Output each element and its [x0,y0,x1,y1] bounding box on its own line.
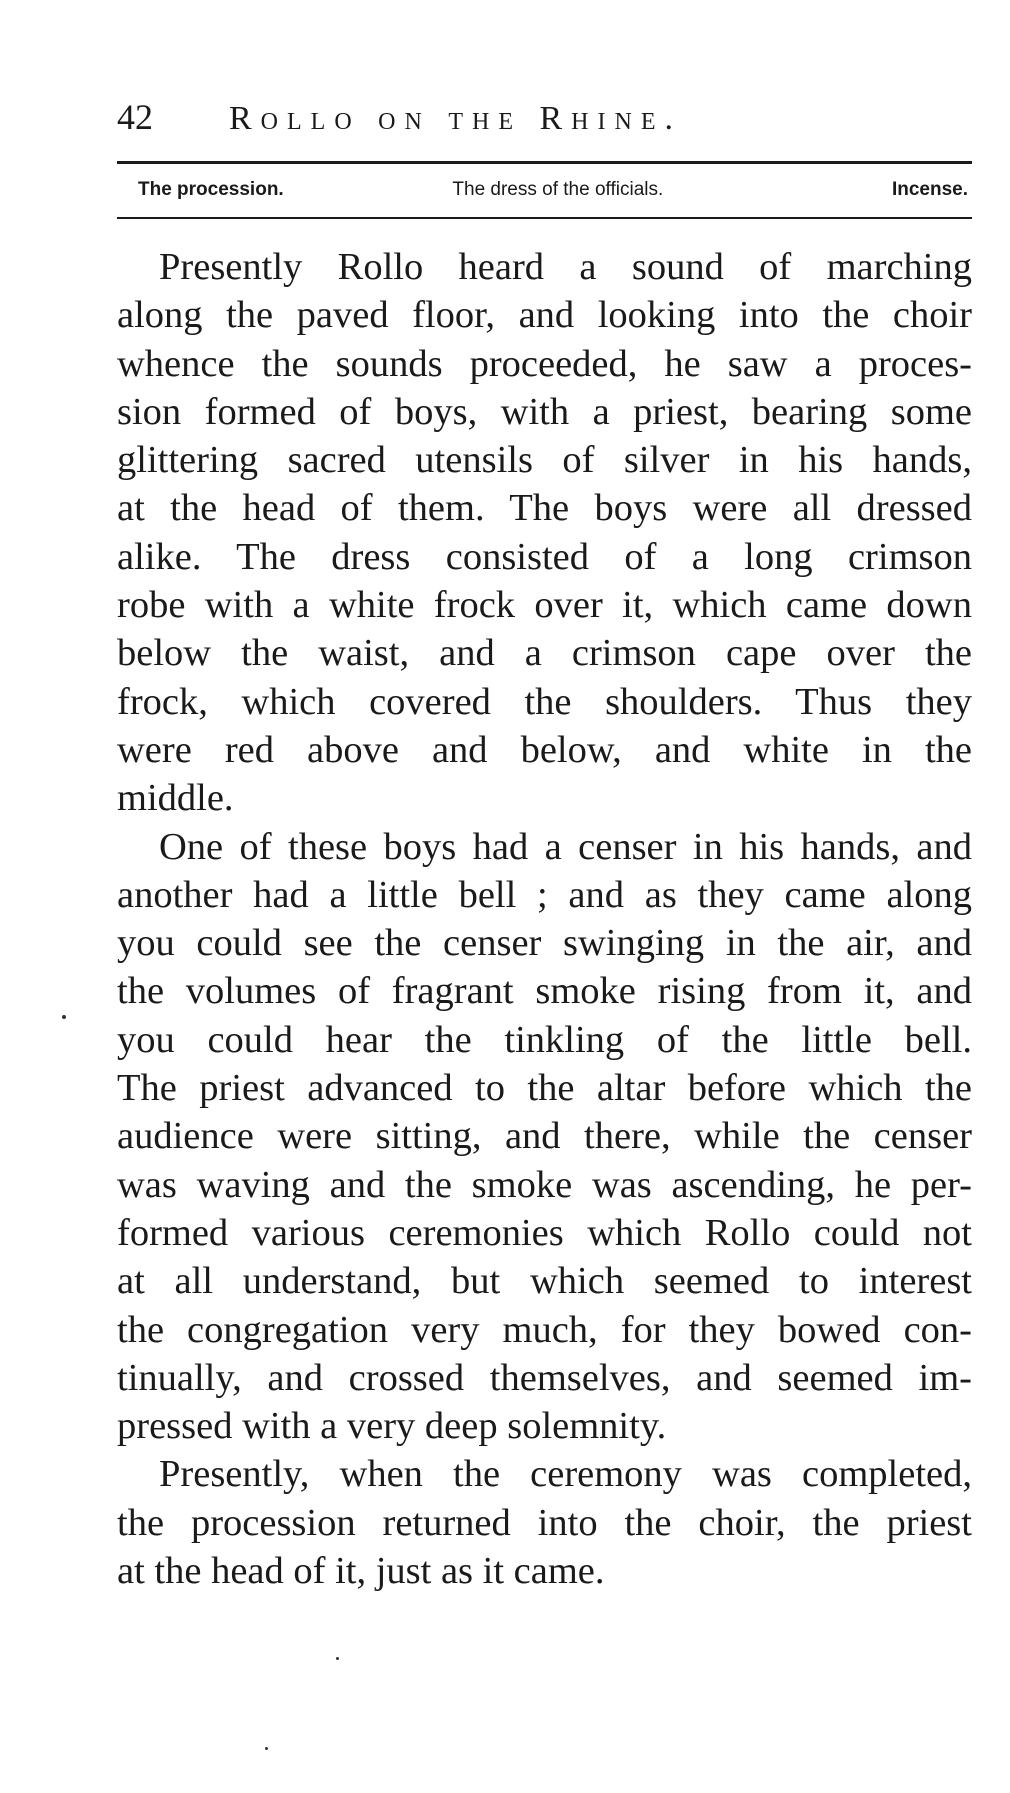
paragraph-3 [117,1450,972,1595]
text-line: The priest advanced to the altar before which the [117,1067,972,1110]
text-line: One of these boys had a censer in his hands, and [159,825,972,868]
book-title: Rollo on the Rhine. [229,100,682,137]
topic-right: Incense. [891,179,968,200]
paragraph-2 [117,823,972,1451]
topic-center: The dress of the officials. [452,179,664,200]
text-line: the volumes of fragrant smoke rising from it, and [117,970,972,1013]
header-rule-top [117,161,972,164]
text-line: Presently, when the ceremony was completed, [159,1453,972,1496]
paragraph-1 [117,243,972,823]
ink-speck [62,1015,66,1019]
header-rule-bottom [117,217,972,219]
topic-left: The procession. [138,179,284,200]
topic-headings [138,170,968,210]
ink-speck [336,1657,339,1660]
text-line: were red above and below, and white in the [117,728,972,771]
text-line: you could see the censer swinging in the air, and [117,922,972,965]
text-line: the procession returned into the choir, the priest [117,1501,972,1544]
text-line: pressed with a very deep solemnity. [117,1405,667,1448]
text-line: sion formed of boys, with a priest, bearing some [117,390,972,433]
text-line: alike. The dress consisted of a long crimson [117,535,972,578]
text-line: frock, which covered the shoulders. Thus they [117,680,972,723]
text-line: Presently Rollo heard a sound of marching [159,246,972,288]
text-line: along the paved floor, and looking into the choir [117,294,972,337]
text-line: another had a little bell ; and as they came along [117,873,972,916]
text-line: you could hear the tinkling of the little bell. [117,1018,972,1061]
text-line: glittering sacred utensils of silver in his hands, [117,439,972,482]
body-text [117,243,972,1595]
text-line: at all understand, but which seemed to interest [117,1260,972,1303]
text-line: robe with a white frock over it, which came down [117,584,972,627]
text-line: at the head of it, just as it came. [117,1550,605,1593]
text-line: tinually, and crossed themselves, and seemed im- [117,1356,972,1399]
text-line: below the waist, and a crimson cape over the [117,632,972,675]
text-line: middle. [117,777,234,820]
running-head [117,96,972,146]
text-line: formed various ceremonies which Rollo could not [117,1211,972,1254]
ink-speck [265,1747,268,1750]
page-number: 42 [117,97,153,137]
text-line: at the head of them. The boys were all dressed [117,487,972,530]
text-line: the congregation very much, for they bowed con- [117,1308,972,1351]
text-line: was waving and the smoke was ascending, he per- [117,1163,972,1206]
text-line: audience were sitting, and there, while the censer [117,1115,972,1158]
text-line: whence the sounds proceeded, he saw a proces- [117,342,972,385]
